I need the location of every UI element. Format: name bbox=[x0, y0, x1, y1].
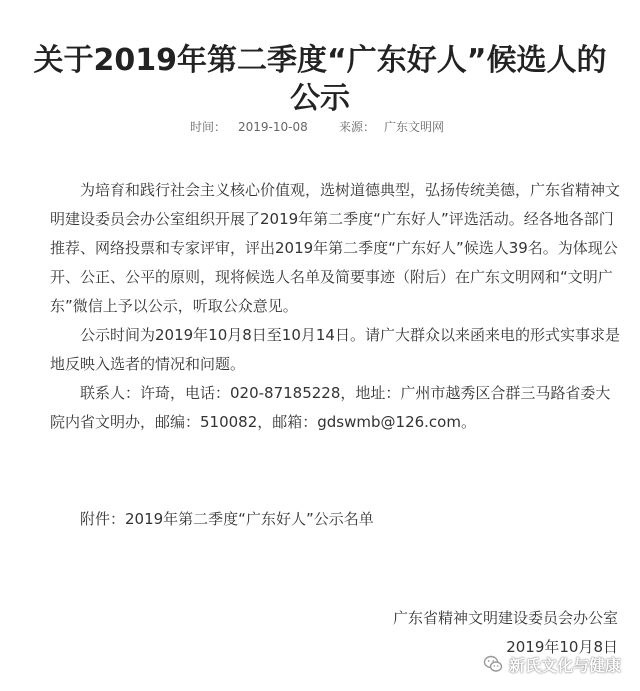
body-paragraph-2: 公示时间为2019年10月8日至10月14日。请广大群众以来函来电的形式实事求是地反映入选者的情况和问题。 bbox=[50, 326, 620, 373]
source-value: 广东文明网 bbox=[384, 120, 445, 134]
article-meta bbox=[0, 118, 640, 136]
watermark-text: 新氏文化与健康 bbox=[509, 655, 622, 675]
watermark bbox=[483, 651, 621, 677]
time-label: 时间： bbox=[190, 120, 227, 134]
article-body bbox=[50, 176, 620, 437]
wechat-icon bbox=[483, 654, 503, 674]
publish-date: 2019-10-08 bbox=[238, 120, 308, 134]
contact-info: 联系人：许琦，电话：020-87185228，地址：广州市越秀区合群三马路省委大院内省文明办，邮编：510082，邮箱：gdswmb@126.com。 bbox=[50, 384, 611, 431]
body-paragraph-1: 为培育和践行社会主义核心价值观，选树道德典型，弘扬传统美德，广东省精神文明建设委员会办公室组织开展了2019年第二季度“广东好人”评选活动。经各地各部门推荐、网络投票和专家评审，评出2019年第二季度“广东好人”候选人39名。为体现公开、公正、公平的原则，现将候选人名单及简要事迹（附后）在广东文明网和“文明广东”微信上予以公示，听取公众意见。 bbox=[50, 181, 621, 315]
attachment-link[interactable]: 附件：2019年第二季度“广东好人”公示名单 bbox=[80, 510, 374, 528]
signature-date: 2019年10月8日 bbox=[506, 638, 618, 656]
signature-org: 广东省精神文明建设委员会办公室 bbox=[392, 609, 618, 627]
page-title: 关于2019年第二季度“广东好人”候选人的公示 bbox=[33, 43, 607, 116]
source-label: 来源： bbox=[339, 120, 376, 134]
